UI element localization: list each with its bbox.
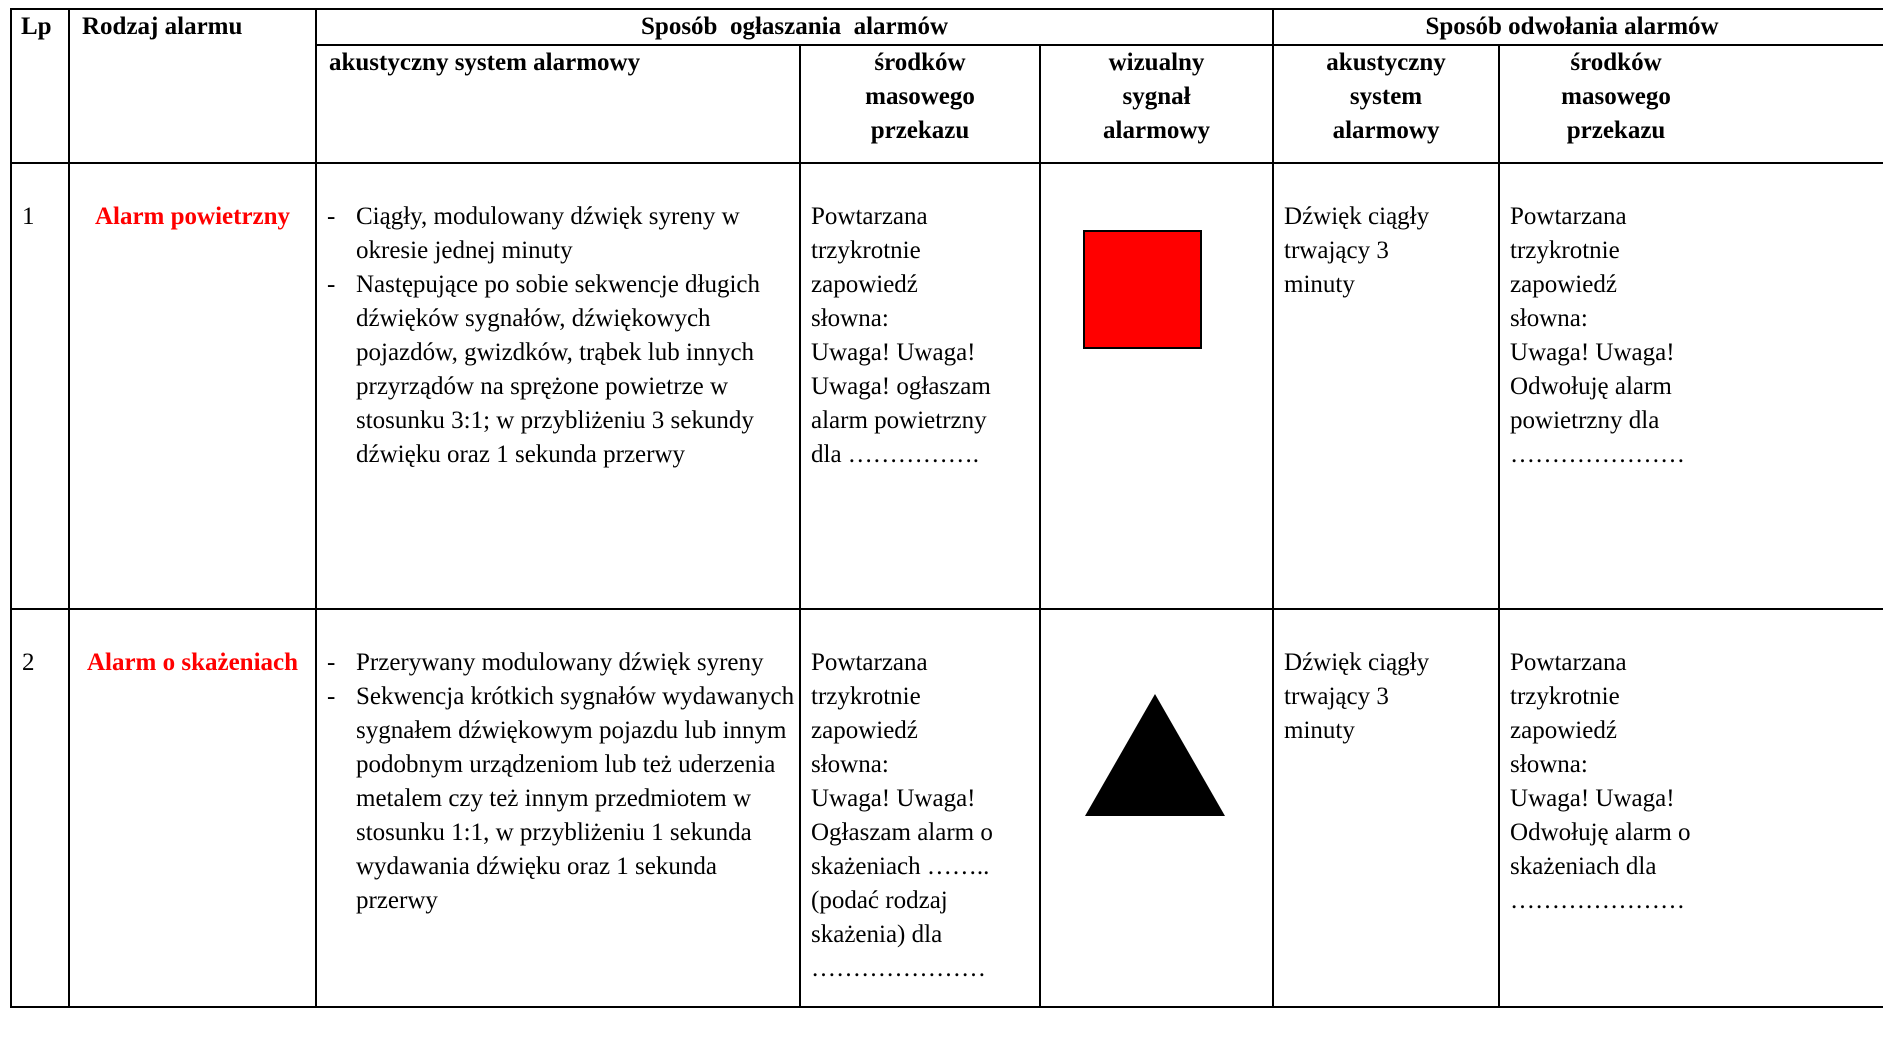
subheader-acoustic-cancel: akustyczny system alarmowy: [1273, 45, 1499, 163]
header-cancel-group: Sposób odwołania alarmów: [1273, 9, 1883, 45]
header-announce-group: Sposób ogłaszania alarmów: [316, 9, 1273, 45]
visual-signal-cell: [1040, 609, 1273, 1007]
media-announcement: Powtarzana trzykrotnie zapowiedź słowna: Uwaga! Uwaga! Uwaga! ogłaszam alarm powietrzny dla …………….: [800, 163, 1040, 609]
table-row: [11, 609, 1883, 1007]
header-lp: Lp: [11, 9, 69, 163]
alarm-name: Alarm powietrzny: [69, 163, 316, 609]
header-row: [11, 9, 1883, 45]
alarm-name: Alarm o skażeniach: [69, 609, 316, 1007]
red-square-icon: [1083, 230, 1202, 349]
subheader-media-cancel: środków masowego przekazu: [1499, 45, 1883, 163]
list-marker: -: [327, 649, 336, 676]
subheader-media: środków masowego przekazu: [800, 45, 1040, 163]
black-triangle-icon: [1083, 692, 1227, 818]
visual-signal-cell: [1040, 163, 1273, 609]
subheader-visual: wizualny sygnał alarmowy: [1040, 45, 1273, 163]
acoustic-cancel: Dźwięk ciągły trwający 3 minuty: [1273, 609, 1499, 1007]
media-announcement: Powtarzana trzykrotnie zapowiedź słowna: Uwaga! Uwaga! Ogłaszam alarm o skażeniach …….. (podać rodzaj skażenia) dla …………………: [800, 609, 1040, 1007]
acoustic-description: [316, 609, 800, 1007]
list-marker: -: [327, 683, 336, 710]
media-cancel: Powtarzana trzykrotnie zapowiedź słowna: Uwaga! Uwaga! Odwołuję alarm powietrzny dla …………………: [1499, 163, 1883, 609]
acoustic-cancel: Dźwięk ciągły trwający 3 minuty: [1273, 163, 1499, 609]
subheader-acoustic: akustyczny system alarmowy: [316, 45, 800, 163]
row-number: 2: [11, 609, 69, 1007]
alarm-table: [10, 8, 1883, 1008]
list-item: - Sekwencja krótkich sygnałów wydawanych sygnałem dźwiękowym pojazdu lub innym podobnym urządzeniom lub też uderzenia metalem czy też innym przedmiotem w stosunku 1:1, w przybliżeniu 1 sekunda wydawania dźwięku oraz 1 sekunda przerwy: [327, 680, 799, 918]
header-alarm-type: Rodzaj alarmu: [69, 9, 316, 163]
list-item: - Przerywany modulowany dźwięk syreny: [327, 646, 799, 680]
media-cancel: Powtarzana trzykrotnie zapowiedź słowna: Uwaga! Uwaga! Odwołuję alarm o skażeniach dla …………………: [1499, 609, 1883, 1007]
list-item: - Ciągły, modulowany dźwięk syreny w okresie jednej minuty: [327, 200, 799, 268]
list-marker: -: [327, 271, 336, 298]
row-number: 1: [11, 163, 69, 609]
acoustic-description: [316, 163, 800, 609]
list-marker: -: [327, 203, 336, 230]
list-item: - Następujące po sobie sekwencje długich dźwięków sygnałów, dźwiękowych pojazdów, gwizdków, trąbek lub innych przyrządów na sprężone powietrze w stosunku 3:1; w przybliżeniu 3 sekundy dźwięku oraz 1 sekunda przerwy: [327, 268, 799, 472]
table-row: [11, 163, 1883, 609]
